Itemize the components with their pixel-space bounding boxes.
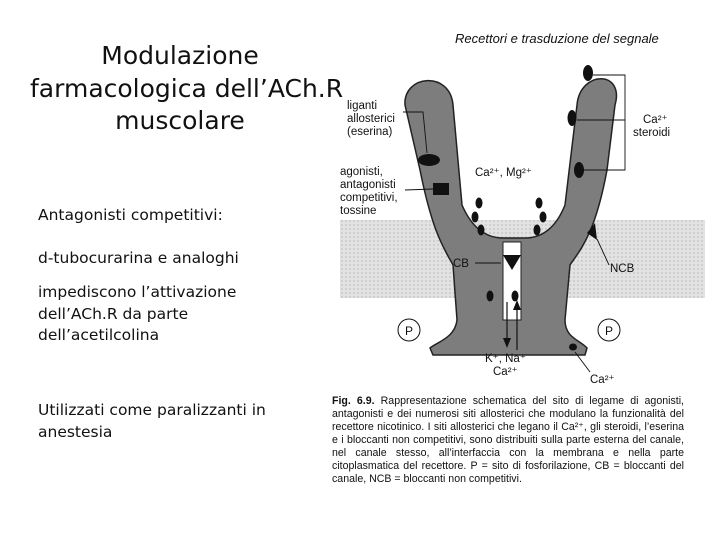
ligands-label-2: allosterici: [347, 113, 395, 125]
ions-label-2: Ca²⁺: [493, 366, 518, 378]
bullet-tubocurarine: d-tubocurarina e analoghi: [38, 249, 239, 267]
ca-site-right: [574, 162, 584, 178]
cytoplasmic-ca-site: [569, 344, 577, 351]
caption-label: Fig. 6.9.: [332, 395, 375, 407]
ligands-label-3: (eserina): [347, 126, 393, 138]
channel-site-left: [487, 291, 494, 302]
ca-steroids-label-2: steroidi: [633, 127, 671, 139]
allosteric-site-ellipse: [418, 154, 440, 166]
agonists-label-4: tossine: [340, 205, 377, 217]
ncb-label: NCB: [610, 263, 635, 275]
bullet-prevent-activation: impediscono l’attivazione dell’ACh.R da parte dell’acetilcolina: [38, 283, 237, 345]
ligands-label-1: liganti: [347, 100, 378, 112]
agonist-site-square: [433, 183, 449, 195]
slide-title: [30, 40, 344, 138]
p-right-label: P: [605, 324, 614, 338]
title-line-1: Modulazione: [101, 41, 259, 70]
receptor-diagram: [325, 20, 705, 410]
channel-site-right: [512, 291, 519, 302]
ca-mg-label: Ca²⁺, Mg²⁺: [475, 167, 532, 179]
steroid-site: [568, 110, 577, 126]
figure-caption: [332, 395, 684, 485]
ca-steroids-label-1: Ca²⁺: [643, 114, 668, 126]
ca-bottom-label: Ca²⁺: [590, 374, 615, 386]
bullet-antagonists: Antagonisti competitivi:: [38, 206, 223, 224]
p-left-label: P: [405, 324, 414, 338]
title-line-2: farmacologica dell’ACh.R: [30, 73, 344, 103]
title-line-3: muscolare: [115, 106, 245, 135]
figure-header: Recettori e trasduzione del segnale: [455, 31, 659, 46]
agonists-label-2: antagonisti: [340, 179, 396, 191]
agonists-label-3: competitivi,: [340, 192, 398, 204]
ca-site-top: [583, 65, 593, 81]
caption-text: Rappresentazione schematica del sito di legame di agonisti, antagonisti e dei numerosi siti allosterici che modulano la funzionalità del recettore nicotinico. I siti allosterici che legano il Ca²⁺, gli steroidi, l’eserina e i bloccanti non competitivi, sono distribuiti sulla parte esterna del canale, nel canale stesso, all’interfaccia con la membrana e nella parte citoplasmatica del recettore. P = sito di fosforilazione, CB = bloccanti del canale, NCB = bloccanti non competitivi.: [332, 395, 684, 485]
agonists-label-1: agonisti,: [340, 166, 383, 178]
bullet-paralyzing-use: Utilizzati come paralizzanti in anestesia: [38, 401, 266, 441]
cb-label: CB: [453, 258, 469, 270]
ions-label-1: K⁺, Na⁺: [485, 353, 526, 365]
